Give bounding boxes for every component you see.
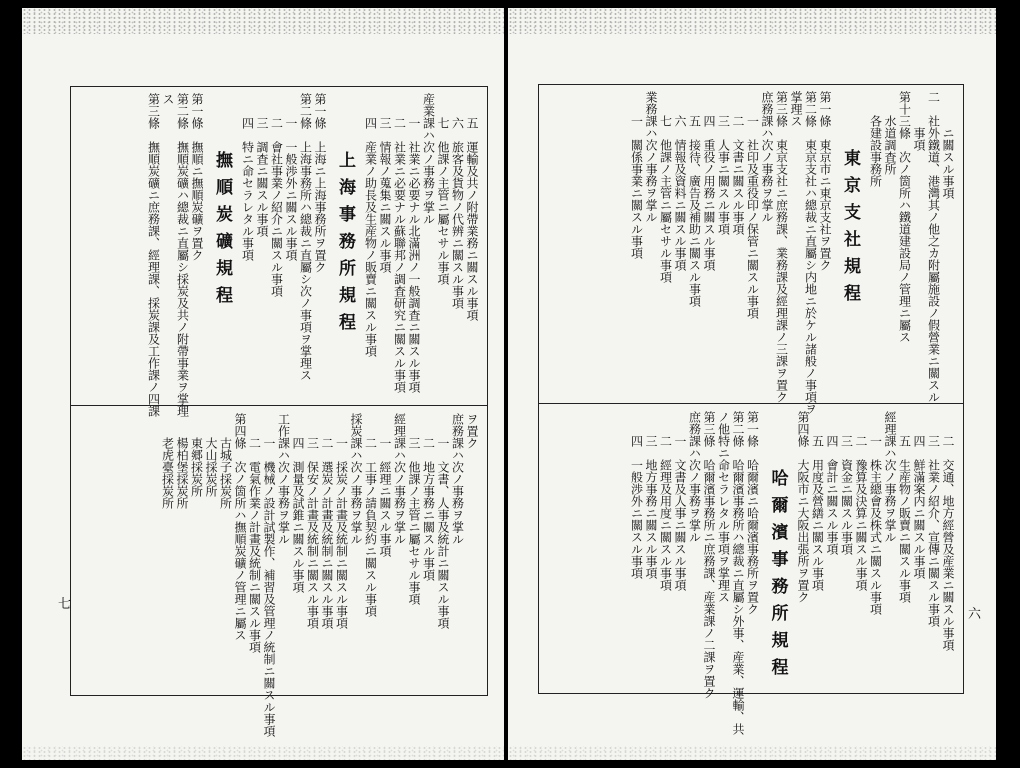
text-line: 東郷採炭所 xyxy=(189,437,204,497)
text-line: 一 關係事業ニ關スル事項 xyxy=(629,115,644,259)
text-line: 庶務課ハ次ノ事務ヲ掌ル xyxy=(760,91,774,223)
text-line: 大山採炭所 xyxy=(204,437,218,497)
text-line: 七 他課ノ主管ニ屬セサル事項 xyxy=(436,117,450,285)
page-number: 七 xyxy=(58,597,72,612)
text-line: 一 株主總會及株式ニ關スル事項 xyxy=(868,435,883,615)
text-line: 四 特ニ命セラレタル事項 xyxy=(240,117,255,261)
right-page xyxy=(508,8,996,760)
text-frame xyxy=(538,84,964,735)
text-line: 第四條 次ノ箇所ハ撫順炭礦ノ管理ニ屬ス xyxy=(233,413,247,641)
text-line: 庶務課ハ次ノ事務ヲ掌ル xyxy=(687,411,702,543)
section-heading: 上海事務所規程 xyxy=(335,151,355,340)
text-line: 事項 xyxy=(912,127,926,151)
text-line: 第一條 上海ニ上海事務所ヲ置ク xyxy=(313,93,327,273)
text-line: 一 文書及人事ニ關スル事項 xyxy=(673,435,687,591)
text-line: 二 社業ニ必要ナル蘇聯邦ノ調査研究ニ關スル事項 xyxy=(392,117,407,393)
text-line: 各建設事務所 xyxy=(868,115,883,187)
text-line: 五 運輸及共ノ附帶業務ニ關スル事項 xyxy=(465,117,479,321)
page-edge-noise xyxy=(22,8,504,34)
text-line: 産業課ハ次ノ事務ヲ掌ル xyxy=(421,93,436,225)
text-line: 三 他課ノ主管ニ屬セサル事項 xyxy=(407,437,421,605)
text-line: 第十三條 次ノ箇所ハ鐵道建設局ノ管理ニ屬ス xyxy=(897,91,912,343)
lower-text-block xyxy=(71,413,487,737)
text-line: 二 社外鐵道、港灣其ノ他之カ附屬施設ノ假營業ニ關スル xyxy=(926,91,941,403)
text-line: 第四條 大阪市ニ大阪出張所ヲ置ク xyxy=(796,411,810,603)
left-page xyxy=(22,8,504,760)
text-line: 二 文書ニ關スル事項 xyxy=(731,115,745,235)
upper-text-block xyxy=(539,91,963,415)
text-line: 經理課ハ次ノ事務ヲ掌ル xyxy=(883,411,897,543)
text-line: 第三條 東京支社ニ庶務課、業務課及經理課ノ三課ヲ置ク xyxy=(774,91,789,403)
section-heading: 東京支社規程 xyxy=(840,149,860,311)
text-line: 二 會社事業ノ紹介ニ關スル事項 xyxy=(269,117,284,297)
text-line: 採炭課ハ次ノ事務ヲ掌ル xyxy=(349,413,363,545)
text-frame xyxy=(70,86,488,737)
text-line: 二 豫算及決算ニ關スル事項 xyxy=(854,435,868,591)
text-line: 古城子採炭所 xyxy=(218,437,233,509)
text-line: 五 接待、廣告及補助ニ關スル事項 xyxy=(687,115,702,307)
text-line: 第二條 撫順炭礦ハ總裁ニ直屬シ採炭及共ノ附帶事業ヲ掌理 xyxy=(175,93,190,417)
text-line: 一 社印及重役印ノ保管ニ關スル事項 xyxy=(745,115,760,319)
text-line: 二 交通、地方經營及産業ニ關スル事項 xyxy=(941,435,955,651)
text-line: ヲ置ク xyxy=(465,413,479,449)
text-line: 三 情報ノ蒐集ニ關スル事項 xyxy=(378,117,392,273)
text-line: 水道調査所 xyxy=(883,115,897,175)
text-line: 二 經理及用度ニ關スル事項 xyxy=(658,435,673,591)
section-heading: 哈爾濱事務所規程 xyxy=(767,469,788,685)
text-line: 七 他課ノ主管ニ屬セサル事項 xyxy=(658,115,673,283)
text-line: 三 人事ニ關スル事項 xyxy=(716,115,731,235)
text-line: 楊柏堡採炭所 xyxy=(175,437,189,509)
text-line: 經理課ハ次ノ事務ヲ掌ル xyxy=(392,413,407,545)
text-line: 一 一般渉外ニ關スル事項 xyxy=(284,117,298,261)
horizontal-divider xyxy=(539,403,963,404)
text-line: 一 經理ニ關スル事項 xyxy=(378,437,392,557)
horizontal-divider xyxy=(71,405,487,406)
text-line: 第三條 哈爾濱事務所ニ庶務課、産業課ノ二課ヲ置ク xyxy=(702,411,716,699)
text-line: 掌理ス xyxy=(789,91,803,127)
text-line: 三 資金ニ關スル事項 xyxy=(839,435,854,555)
page-number: 六 xyxy=(968,607,982,622)
text-line: 三 保安ノ計畫及統制ニ關スル事項 xyxy=(305,437,320,629)
text-line: 業務課ハ次ノ事務ヲ掌ル xyxy=(644,91,658,223)
text-line: 工作課ハ次ノ事務ヲ掌ル xyxy=(276,413,291,545)
text-line: 五 生産物ノ販賣ニ關スル事項 xyxy=(897,435,912,603)
text-line: ス xyxy=(161,93,175,105)
text-line: 六 旅客及貨物ノ代辨ニ關スル事項 xyxy=(450,117,465,309)
text-line: ニ關スル事項 xyxy=(941,127,955,199)
text-line: 第二條 哈爾濱事務所ハ總裁ニ直屬シ外事、産業、運輸、共 xyxy=(731,411,745,735)
text-line: 第一條 哈爾濱ニ哈爾濱事務所ヲ置ク xyxy=(745,411,760,615)
text-line: 二 工事ノ請負契約ニ關スル事項 xyxy=(363,437,378,617)
text-line: 第二條 東京支社ハ總裁ニ直屬シ内地ニ於ケル諸般ノ事項ヲ xyxy=(803,91,818,415)
page-edge-noise xyxy=(22,746,504,760)
text-line: 四 一般渉外ニ關スル事項 xyxy=(629,435,644,579)
text-line: 四 會計ニ關スル事項 xyxy=(825,435,839,555)
text-line: 第一條 撫順ニ撫順炭礦ヲ置ク xyxy=(190,93,204,261)
text-line: 第一條 東京市ニ東京支社ヲ置ク xyxy=(818,91,832,271)
text-line: 第三條 撫順炭礦ニ庶務課、經理課、採炭課及工作課ノ四課 xyxy=(146,93,161,417)
text-line: 一 社業ニ必要ナル北滿洲ノ一般調査ニ關スル事項 xyxy=(407,117,421,393)
text-line: 一 採炭ノ計畫及統制ニ關スル事項 xyxy=(334,437,349,629)
text-line: 二 地方事務ニ關スル事項 xyxy=(421,437,436,581)
page-edge-noise xyxy=(508,746,996,760)
upper-text-block xyxy=(71,93,487,417)
text-line: 六 情報及資料ニ關スル事項 xyxy=(673,115,687,271)
text-line: 一 機械ノ設計試製作、補習及管理ノ統制ニ關スル事項 xyxy=(262,437,276,737)
text-line: 三 社業ノ紹介、宣傳ニ關スル事項 xyxy=(926,435,941,627)
text-line: 三 調査ニ關スル事項 xyxy=(255,117,269,237)
section-heading: 撫順炭礦規程 xyxy=(212,151,232,313)
text-line: 五 用度及營繕ニ關スル事項 xyxy=(810,435,825,591)
page-edge-noise xyxy=(508,8,996,34)
text-line: 一 文書、人事及統計ニ關スル事項 xyxy=(436,437,450,629)
text-line: 四 鮮滿案内ニ關スル事項 xyxy=(912,435,926,579)
text-line: 二 選炭ノ計畫及統制ニ關スル事項 xyxy=(320,437,334,629)
lower-text-block xyxy=(539,411,963,735)
text-line: 四 重役ノ用務ニ關スル事項 xyxy=(702,115,716,271)
text-line: 四 産業ノ助長及生産物ノ販賣ニ關スル事項 xyxy=(363,117,378,357)
text-line: 三 地方事務ニ關スル事項 xyxy=(644,435,658,579)
text-line: 第二條 上海事務所ハ總裁ニ直屬シ次ノ事項ヲ掌理ス xyxy=(298,93,313,381)
text-line: 四 測量及試錐ニ關スル事項 xyxy=(291,437,305,593)
text-line: 老虎臺採炭所 xyxy=(160,437,175,509)
text-line: ノ他特ニ命セラレタル事項ヲ掌理ス xyxy=(716,411,731,603)
text-line: 庶務課ハ次ノ事務ヲ掌ル xyxy=(450,413,465,545)
text-line: 二 電氣作業ノ計畫及統制ニ關スル事項 xyxy=(247,437,262,653)
